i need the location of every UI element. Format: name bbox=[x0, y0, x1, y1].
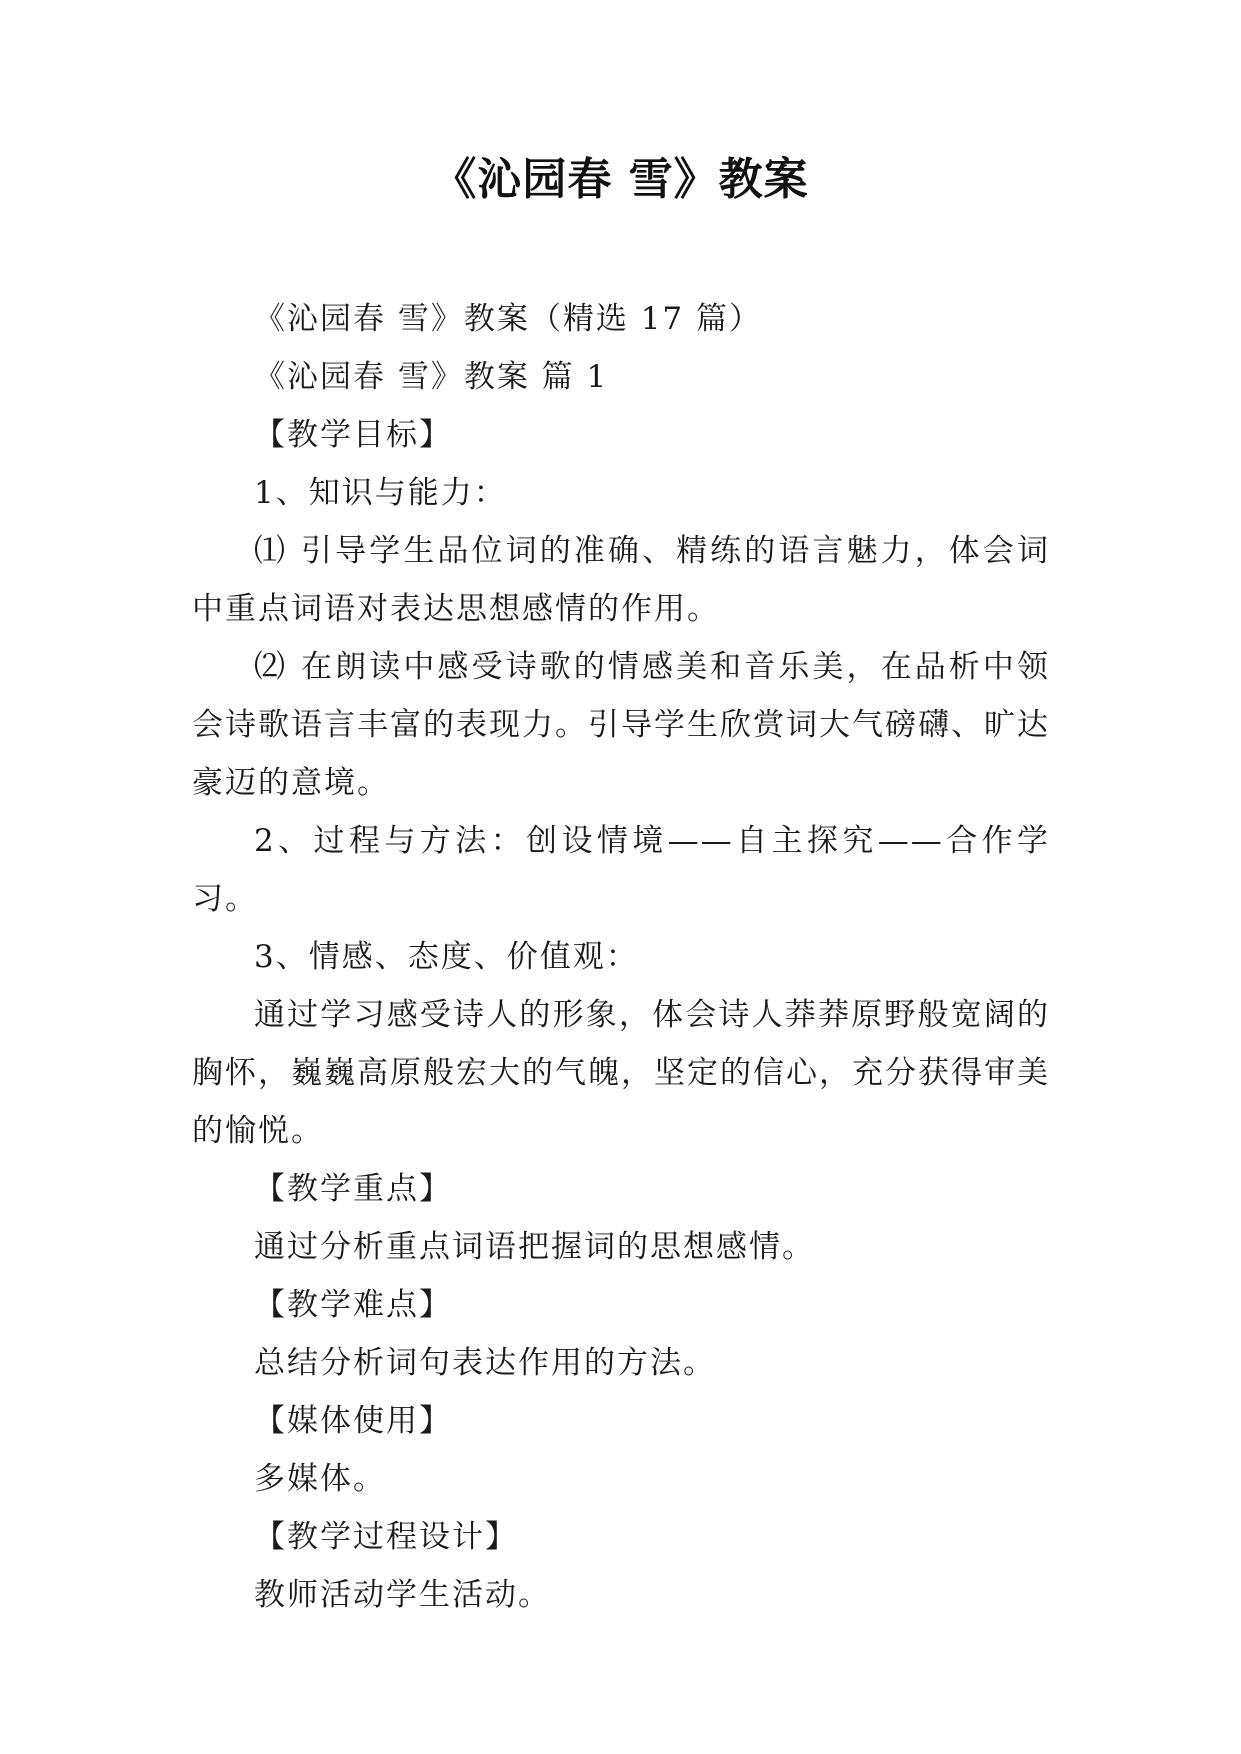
heading-key-points: 【教学重点】 bbox=[254, 1171, 452, 1207]
heading-teaching-goals: 【教学目标】 bbox=[254, 417, 452, 453]
key-points-text: 通过分析重点词语把握词的思想感情。 bbox=[254, 1229, 815, 1265]
heading-process-design: 【教学过程设计】 bbox=[254, 1519, 518, 1555]
media-text: 多媒体。 bbox=[254, 1461, 386, 1497]
goal-emotion-heading: 3、情感、态度、价值观： bbox=[254, 939, 639, 975]
goal-knowledge-item-2: ⑵ 在朗读中感受诗歌的情感美和音乐美，在品析中领会诗歌语言丰富的表现力。引导学生欣赏词大气磅礴、旷达豪迈的意境。 bbox=[192, 649, 1050, 801]
document-subtitle: 《沁园春 雪》教案（精选 17 篇） bbox=[254, 301, 763, 337]
document-title: 《沁园春 雪》教案 bbox=[432, 154, 809, 205]
heading-media: 【媒体使用】 bbox=[254, 1403, 452, 1439]
goal-knowledge-heading: 1、知识与能力： bbox=[254, 475, 507, 511]
heading-difficulties: 【教学难点】 bbox=[254, 1287, 452, 1323]
difficulties-text: 总结分析词句表达作用的方法。 bbox=[254, 1345, 716, 1381]
goal-knowledge-item-1: ⑴ 引导学生品位词的准确、精练的语言魅力，体会词中重点词语对表达思想感情的作用。 bbox=[192, 533, 1050, 627]
goal-emotion-text: 通过学习感受诗人的形象，体会诗人莽莽原野般宽阔的胸怀，巍巍高原般宏大的气魄，坚定的信心，充分获得审美的愉悦。 bbox=[192, 997, 1050, 1149]
section-heading: 《沁园春 雪》教案 篇 1 bbox=[254, 359, 609, 395]
document-body bbox=[192, 290, 1050, 1624]
process-design-text: 教师活动学生活动。 bbox=[254, 1577, 551, 1613]
goal-process-method: 2、过程与方法：创设情境——自主探究——合作学习。 bbox=[192, 823, 1050, 917]
